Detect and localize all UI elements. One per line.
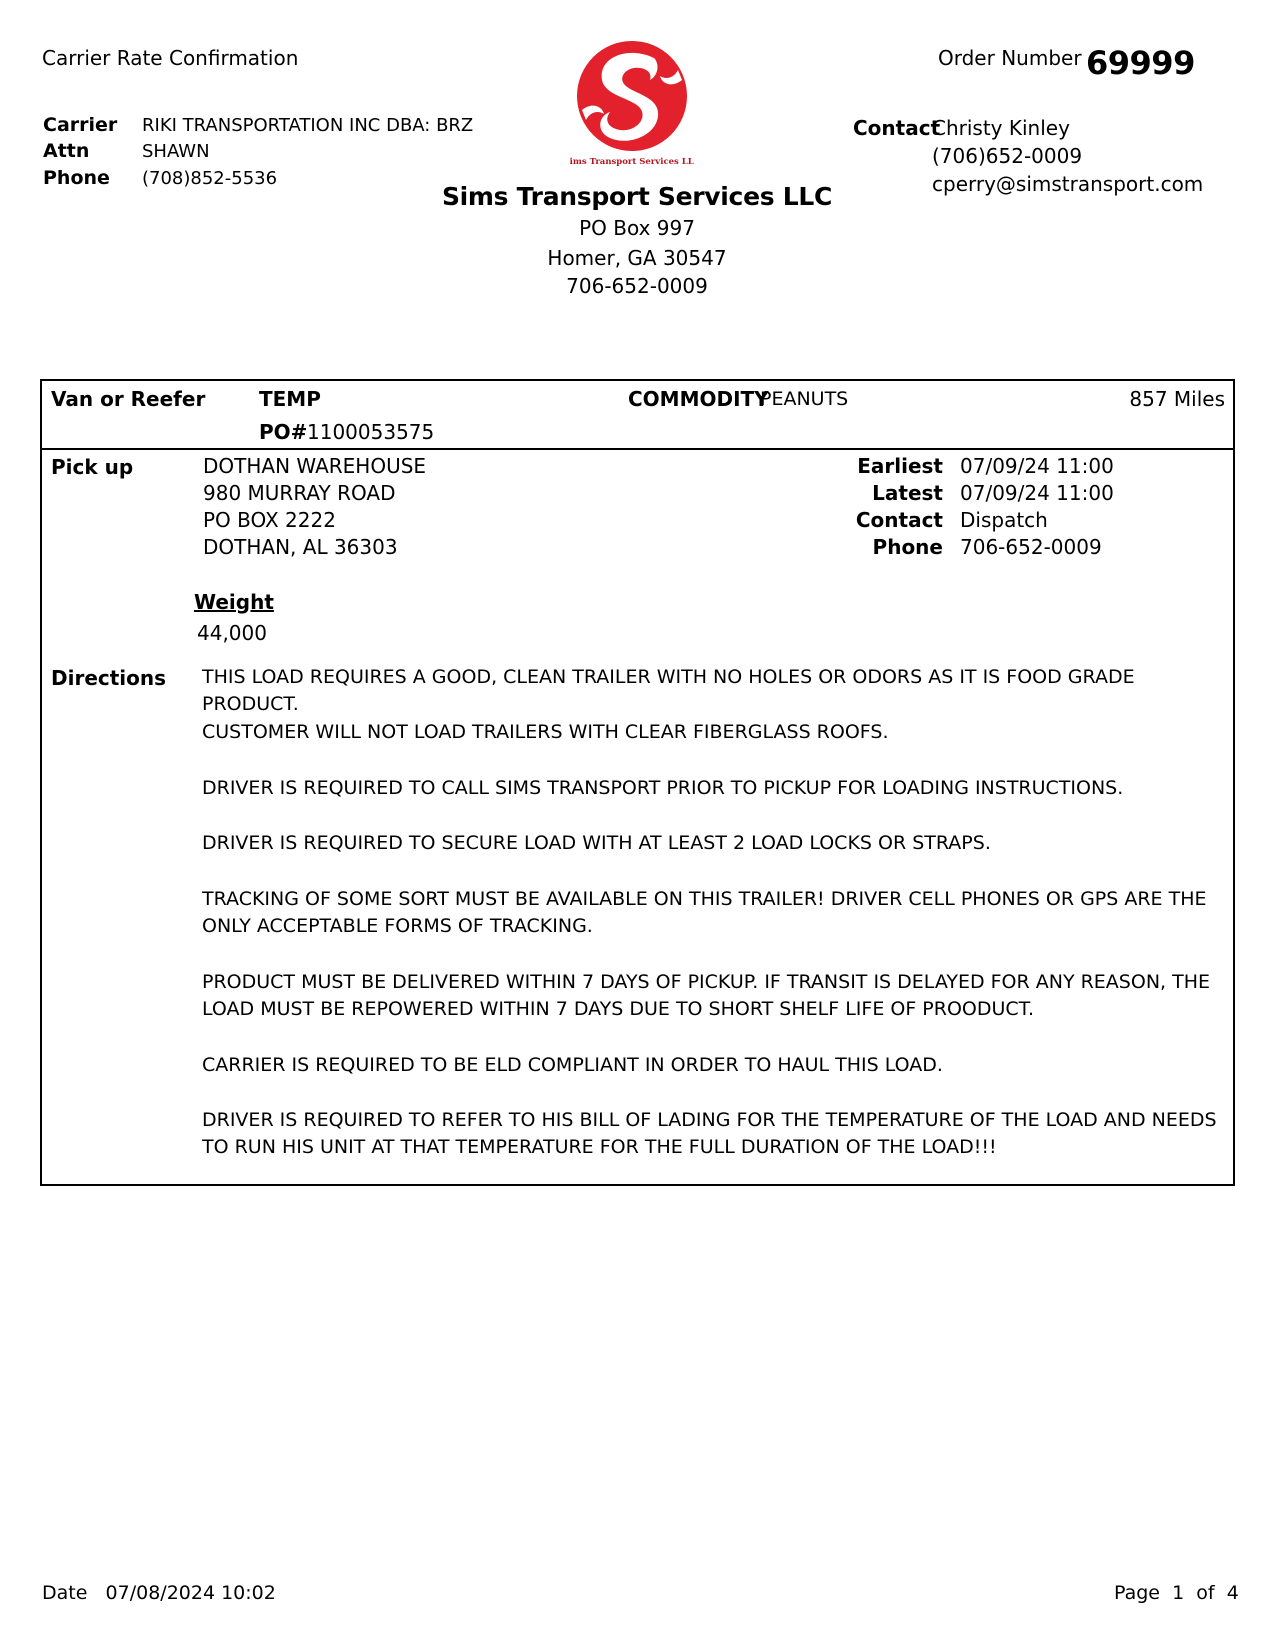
logo-caption: Sims Transport Services LLC (570, 157, 694, 167)
carrier-value: RIKI TRANSPORTATION INC DBA: BRZ (142, 115, 474, 136)
latest-value: 07/09/24 11:00 (960, 481, 1114, 505)
document-title: Carrier Rate Confirmation (42, 46, 299, 70)
po-value: 1100053575 (307, 420, 435, 444)
contact-label: Contact (853, 116, 941, 140)
weight-value: 44,000 (197, 621, 267, 645)
carrier-label: Carrier (43, 114, 118, 136)
direction-item: CARRIER IS REQUIRED TO BE ELD COMPLIANT IN ORDER TO HAUL THIS LOAD. (202, 1054, 943, 1076)
company-name: Sims Transport Services LLC (441, 182, 833, 211)
pickup-address-line: PO BOX 2222 (203, 508, 336, 532)
direction-item: DRIVER IS REQUIRED TO SECURE LOAD WITH AT LEAST 2 LOAD LOCKS OR STRAPS. (202, 832, 991, 854)
pickup-address-line: DOTHAN WAREHOUSE (203, 454, 427, 478)
pickup-phone-label: Phone (872, 535, 943, 559)
contact-email[interactable]: cperry@simstransport.com (932, 172, 1204, 196)
pickup-contact-label: Contact (855, 508, 943, 532)
order-number-label: Order Number (938, 46, 1082, 70)
equipment-label: Van or Reefer (51, 387, 206, 411)
page-current: 1 (1172, 1582, 1185, 1604)
pickup-contact-value: Dispatch (960, 508, 1048, 532)
temp-label: TEMP (259, 387, 321, 411)
pickup-label: Pick up (51, 455, 134, 479)
commodity-value: PEANUTS (760, 388, 849, 410)
company-po-box: PO Box 997 (579, 216, 695, 240)
page-label: Page (1114, 1582, 1160, 1604)
pickup-address-line: DOTHAN, AL 36303 (203, 535, 398, 559)
pickup-phone-value: 706-652-0009 (960, 535, 1102, 559)
commodity-label: COMMODITY (628, 387, 769, 411)
pickup-address-line: 980 MURRAY ROAD (203, 481, 396, 505)
directions-label: Directions (51, 666, 167, 690)
direction-item: THIS LOAD REQUIRES A GOOD, CLEAN TRAILER WITH NO HOLES OR ODORS AS IT IS FOOD GRADE PRODUCT. (202, 666, 1135, 715)
weight-label: Weight (194, 590, 274, 614)
attn-label: Attn (43, 140, 90, 162)
box-divider (42, 448, 1233, 450)
footer-date (42, 1582, 276, 1604)
sims-s-logo-icon (570, 40, 694, 170)
attn-value: SHAWN (142, 141, 210, 162)
direction-item: PRODUCT MUST BE DELIVERED WITHIN 7 DAYS OF PICKUP. IF TRANSIT IS DELAYED FOR ANY REASON, THE LOAD MUST BE REPOWERED WITHIN 7 DAYS DUE TO SHORT SHELF LIFE OF PROODUCT. (202, 971, 1211, 1020)
latest-label: Latest (872, 481, 943, 505)
miles-value: 857 Miles (1129, 387, 1225, 411)
po-label: PO# (259, 420, 308, 444)
direction-item: DRIVER IS REQUIRED TO REFER TO HIS BILL OF LADING FOR THE TEMPERATURE OF THE LOAD AND NEEDS TO RUN HIS UNIT AT THAT TEMPERATURE FOR THE FULL DURATION OF THE LOAD!!! (202, 1109, 1217, 1158)
contact-name: Christy Kinley (932, 116, 1070, 140)
company-city: Homer, GA 30547 (547, 246, 727, 270)
date-label: Date (42, 1582, 88, 1604)
direction-item: CUSTOMER WILL NOT LOAD TRAILERS WITH CLEAR FIBERGLASS ROOFS. (202, 721, 889, 743)
order-number: 69999 (1086, 44, 1195, 82)
earliest-label: Earliest (857, 454, 943, 478)
carrier-phone-value: (708)852-5536 (142, 168, 278, 189)
company-phone: 706-652-0009 (566, 274, 708, 298)
direction-item: TRACKING OF SOME SORT MUST BE AVAILABLE ON THIS TRAILER! DRIVER CELL PHONES OR GPS ARE THE ONLY ACCEPTABLE FORMS OF TRACKING. (202, 888, 1207, 937)
contact-phone: (706)652-0009 (932, 144, 1083, 168)
page-total: 4 (1226, 1582, 1239, 1604)
footer-page (1114, 1582, 1239, 1604)
direction-item: DRIVER IS REQUIRED TO CALL SIMS TRANSPORT PRIOR TO PICKUP FOR LOADING INSTRUCTIONS. (202, 777, 1124, 799)
company-logo (570, 40, 694, 170)
page-of: of (1196, 1582, 1215, 1604)
earliest-value: 07/09/24 11:00 (960, 454, 1114, 478)
date-value: 07/08/2024 10:02 (105, 1582, 276, 1604)
carrier-phone-label: Phone (43, 167, 110, 189)
